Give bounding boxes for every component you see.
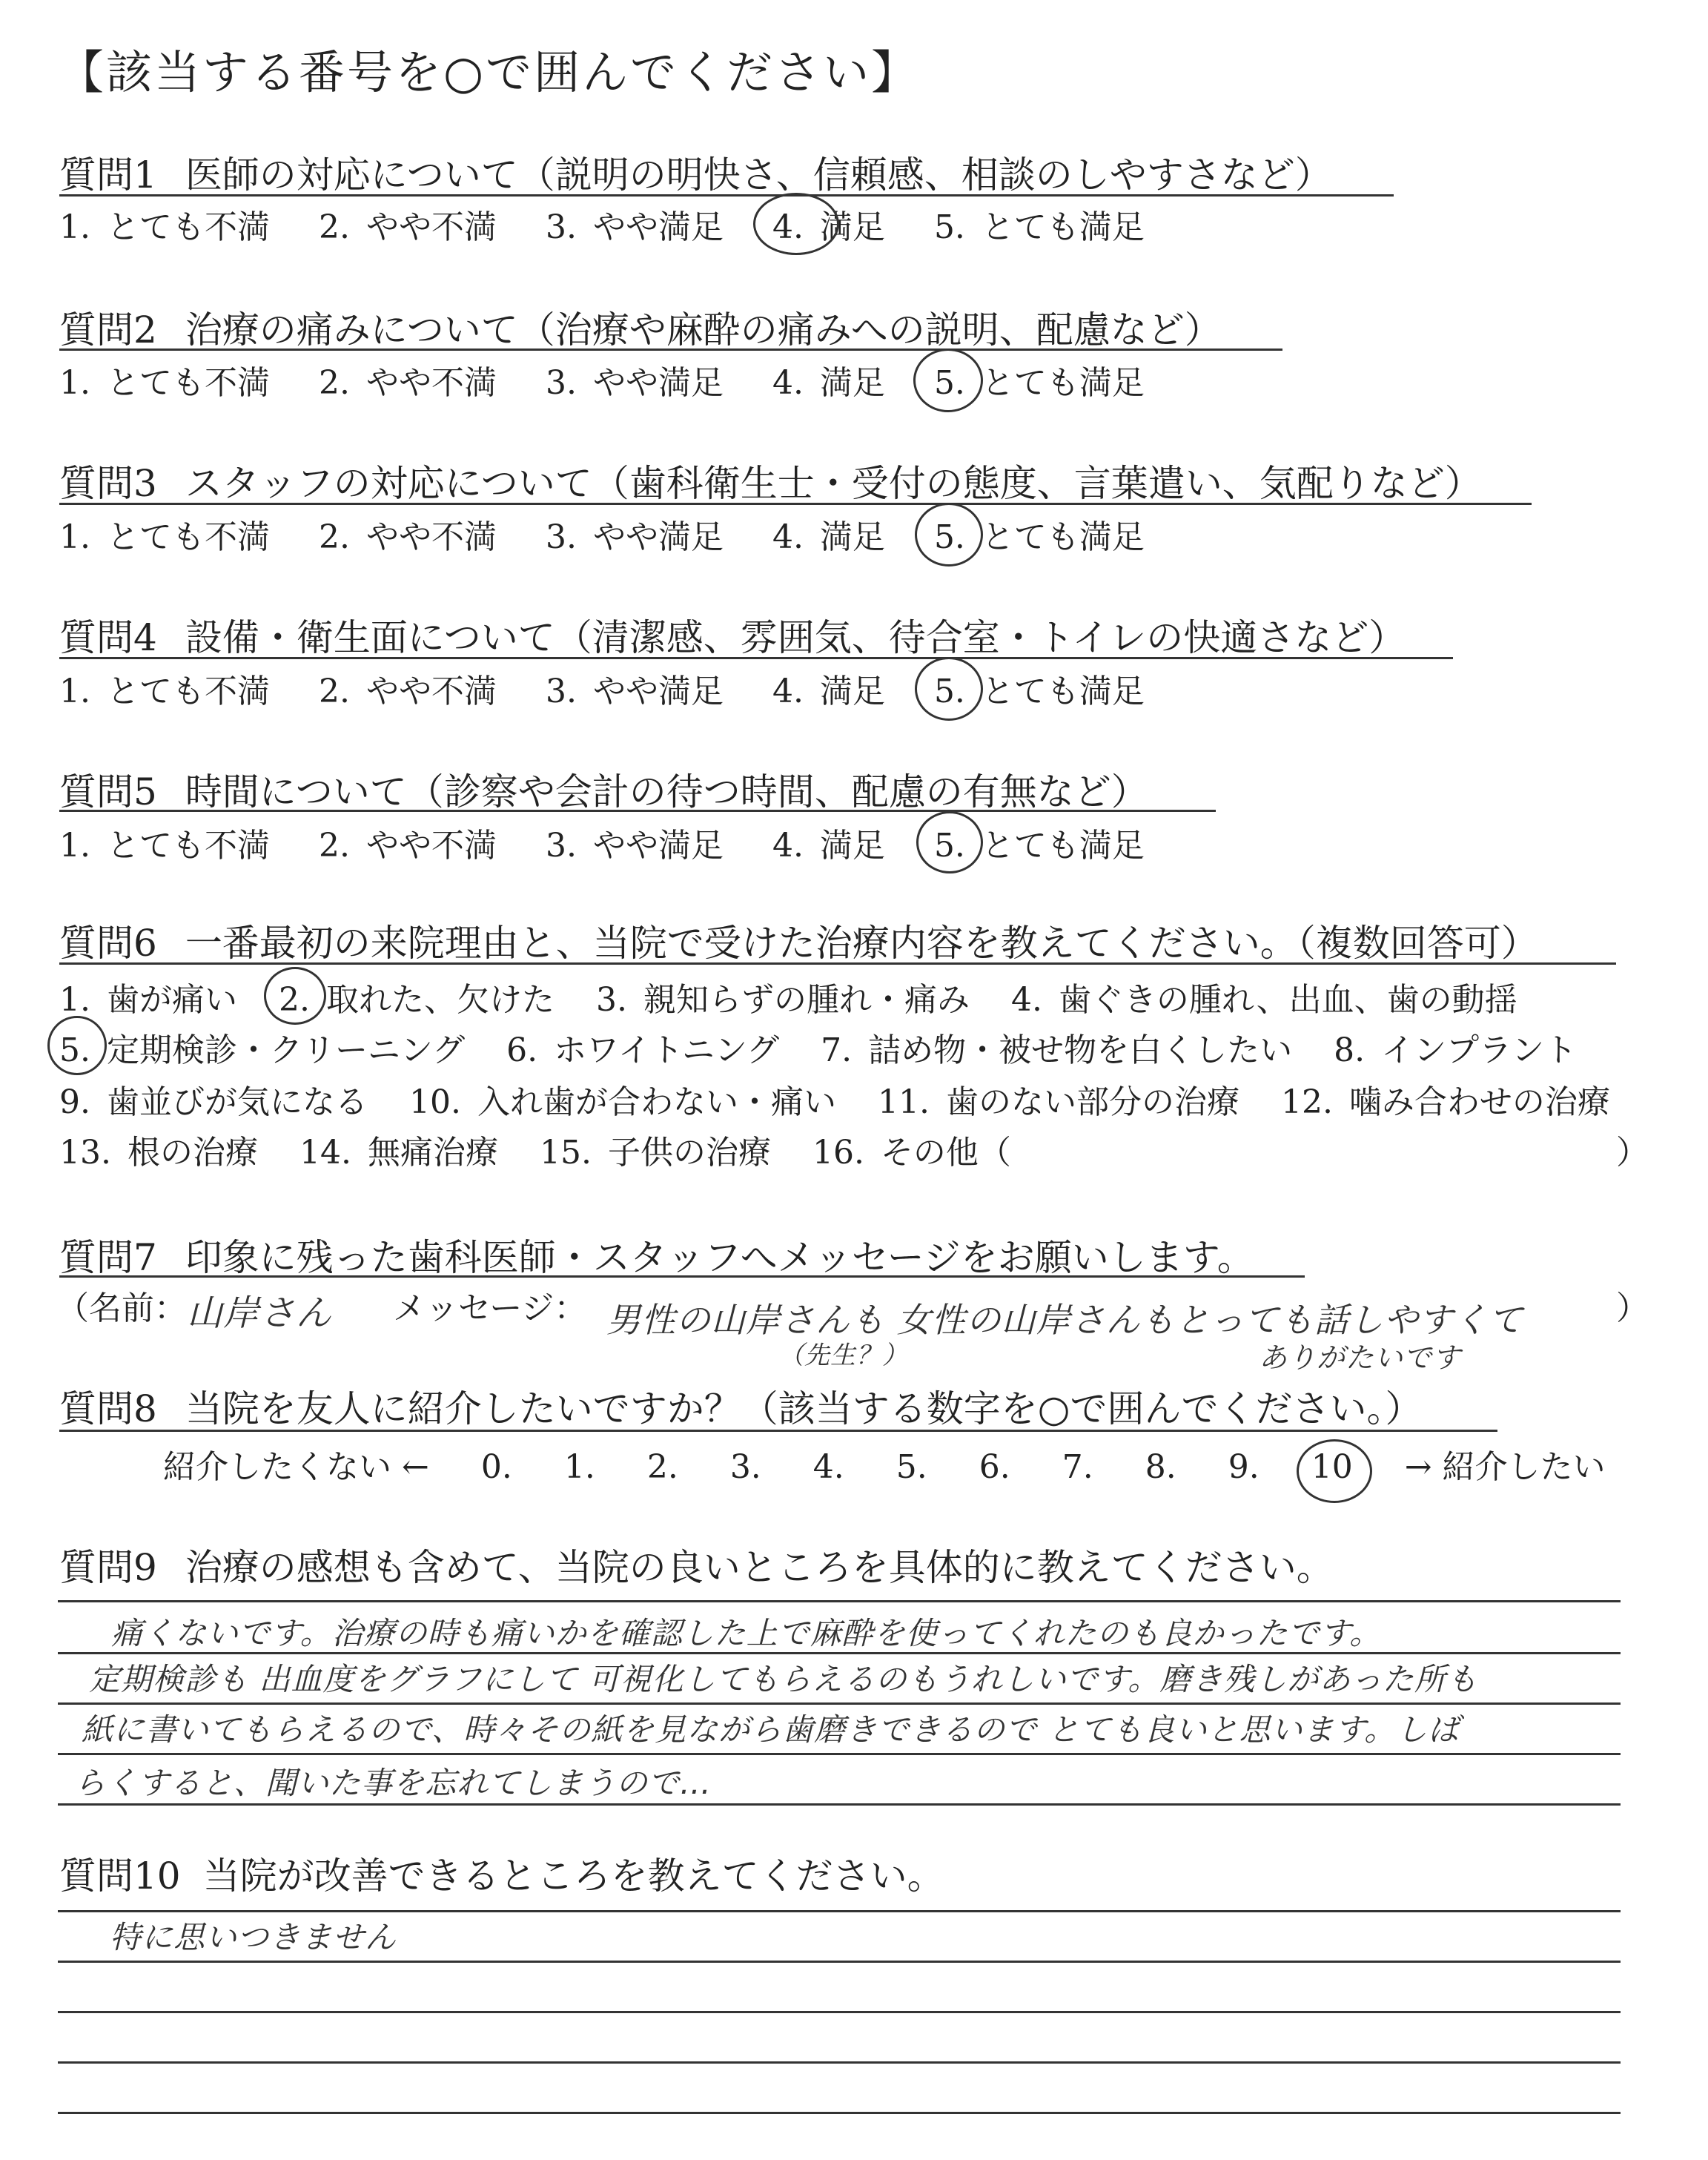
q6-option-2-number: 2.	[278, 981, 310, 1019]
q1-option-1[interactable]	[59, 200, 270, 248]
q8-value-9[interactable]: 9.	[1228, 1448, 1260, 1486]
q9-text: 治療の感想も含めて、当院の良いところを具体的に教えてください。	[185, 1546, 1334, 1589]
q1-option-5[interactable]	[934, 200, 1145, 248]
q5-number: 質問5	[59, 770, 157, 813]
q6-option-16[interactable]	[812, 1126, 1011, 1173]
q5-option-3-label: やや満足	[592, 827, 724, 865]
q6-option-3[interactable]	[596, 973, 970, 1020]
q8-value-0[interactable]: 0.	[480, 1448, 512, 1486]
q3-title	[59, 454, 1482, 507]
q4-option-1[interactable]	[59, 664, 270, 712]
q7-name-label: （名前：	[56, 1289, 187, 1327]
q10-text: 当院が改善できるところを教えてください。	[202, 1855, 944, 1898]
q6-option-7-number: 7.	[821, 1031, 853, 1069]
q4-option-3-label: やや満足	[592, 673, 724, 710]
q6-option-14-label: 無痛治療	[367, 1134, 498, 1172]
q1-underline	[59, 194, 1394, 196]
q6-number: 質問6	[59, 922, 157, 965]
q6-option-8-number: 8.	[1334, 1031, 1366, 1069]
q9-answer-line-3	[58, 1702, 1621, 1705]
q6-options-row-3	[59, 1075, 1641, 1123]
q3-option-5[interactable]	[934, 510, 1145, 558]
q4-number: 質問4	[59, 616, 157, 659]
q3-option-5-label: とても満足	[981, 518, 1145, 556]
q4-option-4-number: 4.	[772, 673, 804, 710]
q5-options	[59, 819, 1183, 866]
q3-option-1-label: とても不満	[106, 518, 270, 556]
q8-value-2[interactable]: 2.	[646, 1448, 678, 1486]
q3-option-5-number: 5.	[933, 518, 965, 556]
q6-option-6[interactable]	[506, 1023, 779, 1071]
q2-option-5[interactable]	[934, 356, 1145, 403]
q6-option-15-label: 子供の治療	[607, 1134, 771, 1172]
q1-option-1-label: とても不満	[106, 208, 270, 246]
q8-left-label: 紹介したくない ←	[163, 1448, 429, 1486]
q6-text: 一番最初の来院理由と、当院で受けた治療内容を教えてください。（複数回答可）	[185, 922, 1538, 965]
q4-options	[59, 664, 1183, 712]
q8-right-label: → 紹介したい	[1404, 1448, 1606, 1486]
q1-option-4-label: 満足	[819, 208, 885, 246]
q2-option-2-number: 2.	[318, 364, 350, 402]
q7-text: 印象に残った歯科医師・スタッフへメッセージをお願いします。	[185, 1236, 1254, 1279]
q1-number: 質問1	[59, 153, 157, 196]
q9-answer-line-4	[58, 1753, 1621, 1755]
q5-option-4[interactable]	[772, 819, 885, 866]
q1-option-1-number: 1.	[59, 208, 90, 246]
q2-option-4-label: 満足	[819, 364, 885, 402]
q6-underline	[59, 962, 1616, 965]
q3-underline	[59, 503, 1532, 505]
q10-answer-line-5	[58, 2112, 1621, 2114]
q3-option-1-number: 1.	[59, 518, 90, 556]
q4-option-1-label: とても不満	[106, 673, 270, 710]
q3-number: 質問3	[59, 462, 157, 505]
q6-option-13[interactable]	[59, 1126, 258, 1173]
q6-option-5-label: 定期検診・クリーニング	[106, 1031, 466, 1069]
q6-option-10[interactable]	[409, 1075, 836, 1123]
q5-option-1-label: とても不満	[106, 827, 270, 865]
q6-option-6-number: 6.	[506, 1031, 538, 1069]
q2-option-1-label: とても不満	[106, 364, 270, 402]
q4-text: 設備・衛生面について（清潔感、雰囲気、待合室・トイレの快適さなど）	[185, 616, 1406, 659]
q5-option-5[interactable]	[934, 819, 1145, 866]
q4-option-5[interactable]	[934, 664, 1145, 712]
q7-message-label: メッセージ：	[393, 1289, 587, 1327]
q10-answer-line-3	[58, 2011, 1621, 2013]
q5-option-3-number: 3.	[545, 827, 577, 865]
q6-option-8-label: インプラント	[1381, 1031, 1578, 1069]
q4-option-5-number: 5.	[933, 673, 965, 710]
q7-underline	[59, 1275, 1305, 1278]
q6-option-5[interactable]	[59, 1023, 465, 1071]
q8-value-6[interactable]: 6.	[979, 1448, 1010, 1486]
q6-option-15-number: 15.	[539, 1134, 592, 1172]
q7-message-note: （先生？）	[778, 1341, 908, 1370]
q9-answer-line-5	[58, 1803, 1621, 1806]
q1-options	[59, 200, 1183, 248]
q6-option-2-label: 取れた、欠けた	[325, 981, 555, 1019]
q6-option-14[interactable]	[299, 1126, 498, 1173]
q3-option-4-label: 満足	[819, 518, 885, 556]
q6-title	[59, 914, 1538, 967]
q6-option-13-number: 13.	[59, 1134, 111, 1172]
q1-title	[59, 145, 1332, 199]
q6-option-11-number: 11.	[877, 1083, 930, 1121]
q6-option-13-label: 根の治療	[127, 1134, 258, 1172]
q1-text: 医師の対応について（説明の明快さ、信頼感、相談のしやすさなど）	[185, 153, 1332, 196]
q2-option-1-number: 1.	[59, 364, 90, 402]
q1-option-3[interactable]	[546, 200, 724, 248]
q4-option-4-label: 満足	[819, 673, 885, 710]
q8-underline	[59, 1430, 1497, 1432]
q3-option-3-number: 3.	[545, 518, 577, 556]
q8-value-4[interactable]: 4.	[812, 1448, 844, 1486]
q9-number: 質問9	[59, 1546, 157, 1589]
q7-close-paren: ）	[1616, 1289, 1649, 1327]
q1-option-3-number: 3.	[545, 208, 577, 246]
q5-option-5-number: 5.	[933, 827, 965, 865]
q2-option-3[interactable]	[546, 356, 724, 403]
q6-option-14-number: 14.	[299, 1134, 351, 1172]
q5-option-1-number: 1.	[59, 827, 90, 865]
q8-scale	[163, 1440, 1606, 1487]
q6-option-15[interactable]	[540, 1126, 771, 1173]
q10-title	[59, 1846, 944, 1900]
q7-title	[59, 1228, 1254, 1281]
q6-option-11-label: 歯のない部分の治療	[945, 1083, 1239, 1121]
page-heading: 【該当する番号を○で囲んでください】	[58, 45, 920, 99]
q3-option-2-number: 2.	[318, 518, 350, 556]
q6-option-16-number: 16.	[812, 1134, 864, 1172]
q6-option-9[interactable]	[59, 1075, 368, 1123]
q2-title	[59, 300, 1222, 354]
q6-option-11[interactable]	[878, 1075, 1239, 1123]
q6-option-9-number: 9.	[59, 1083, 90, 1121]
q5-text: 時間について（診察や会計の待つ時間、配慮の有無など）	[185, 770, 1148, 813]
q3-option-2-label: やや不満	[365, 518, 497, 556]
q3-options	[59, 510, 1183, 558]
q2-option-4[interactable]	[772, 356, 885, 403]
q2-text: 治療の痛みについて（治療や麻酔の痛みへの説明、配慮など）	[185, 308, 1222, 351]
q8-text: 当院を友人に紹介したいですか？（該当する数字を○で囲んでください。）	[185, 1387, 1423, 1430]
q7-name-value[interactable]: 山岸さん	[187, 1292, 333, 1334]
q6-option-10-number: 10.	[408, 1083, 461, 1121]
q2-option-5-label: とても満足	[981, 364, 1145, 402]
q10-answer-text[interactable]: 特に思いつきません	[110, 1919, 397, 1955]
q6-options-row-1	[59, 973, 1549, 1020]
q3-option-3[interactable]	[546, 510, 724, 558]
q6-option-3-number: 3.	[595, 981, 627, 1019]
q9-answer-line-2	[58, 1652, 1621, 1654]
q6-option-1-number: 1.	[59, 981, 90, 1019]
q9-answer-text-2[interactable]: 定期検診も 出血度をグラフにして 可視化してもらえるのもうれしいです。磨き残しがあった所も	[89, 1661, 1478, 1697]
q5-option-3[interactable]	[546, 819, 724, 866]
q5-option-2-label: やや不満	[365, 827, 497, 865]
q3-option-1[interactable]	[59, 510, 270, 558]
q5-option-2[interactable]	[319, 819, 497, 866]
q6-option-6-label: ホワイトニング	[554, 1031, 780, 1069]
q6-option-4-number: 4.	[1010, 981, 1042, 1019]
q6-options-row-2	[59, 1023, 1608, 1071]
q5-option-5-label: とても満足	[981, 827, 1145, 865]
q6-option-3-label: 親知らずの腫れ・痛み	[643, 981, 970, 1019]
q1-option-5-number: 5.	[933, 208, 965, 246]
q1-option-2-number: 2.	[318, 208, 350, 246]
q8-value-7[interactable]: 7.	[1062, 1448, 1093, 1486]
q8-value-10-label: 10	[1311, 1448, 1353, 1486]
q6-close-paren: ）	[1616, 1134, 1649, 1172]
q6-option-1-label: 歯が痛い	[106, 981, 237, 1019]
q2-option-2-label: やや不満	[365, 364, 497, 402]
q3-text: スタッフの対応について（歯科衛生士・受付の態度、言葉遣い、気配りなど）	[185, 462, 1482, 505]
q6-option-7[interactable]	[821, 1023, 1292, 1071]
q6-option-4-label: 歯ぐきの腫れ、出血、歯の動揺	[1058, 981, 1517, 1019]
q7-message-line-2: ありがたいです	[1259, 1341, 1462, 1374]
q3-option-3-label: やや満足	[592, 518, 724, 556]
q6-option-10-label: 入れ歯が合わない・痛い	[477, 1083, 836, 1121]
q7-number: 質問7	[59, 1236, 157, 1279]
q4-option-2[interactable]	[319, 664, 497, 712]
q3-option-4[interactable]	[772, 510, 885, 558]
q4-title	[59, 608, 1406, 661]
q4-option-5-label: とても満足	[981, 673, 1145, 710]
q8-number: 質問8	[59, 1387, 157, 1430]
q2-underline	[59, 349, 1282, 351]
q4-option-4[interactable]	[772, 664, 885, 712]
q5-title	[59, 762, 1148, 816]
q6-option-5-number: 5.	[59, 1031, 90, 1069]
q1-option-4[interactable]	[772, 200, 885, 248]
q9-answer-line-1	[58, 1600, 1621, 1602]
q10-number: 質問10	[59, 1855, 181, 1898]
q6-option-1[interactable]	[59, 973, 237, 1020]
q6-option-4[interactable]	[1011, 973, 1517, 1020]
q2-option-4-number: 4.	[772, 364, 804, 402]
q5-option-1[interactable]	[59, 819, 270, 866]
q1-option-2-label: やや不満	[365, 208, 497, 246]
q6-option-12-label: 噛み合わせの治療	[1348, 1083, 1610, 1121]
q2-option-2[interactable]	[319, 356, 497, 403]
q10-answer-line-4	[58, 2061, 1621, 2064]
q5-option-2-number: 2.	[318, 827, 350, 865]
q10-answer-line-1	[58, 1910, 1621, 1912]
q6-option-9-label: 歯並びが気になる	[106, 1083, 368, 1121]
q9-title	[59, 1538, 1334, 1591]
q1-option-2[interactable]	[319, 200, 497, 248]
q9-answer-text-4[interactable]: らくすると、聞いた事を忘れてしまうので…	[74, 1765, 712, 1801]
q8-value-3[interactable]: 3.	[729, 1448, 761, 1486]
q1-option-3-label: やや満足	[592, 208, 724, 246]
q5-option-4-label: 満足	[819, 827, 885, 865]
q6-option-12[interactable]	[1281, 1075, 1610, 1123]
q2-option-3-label: やや満足	[592, 364, 724, 402]
q2-option-3-number: 3.	[545, 364, 577, 402]
q10-answer-line-2	[58, 1961, 1621, 1963]
q8-title	[59, 1379, 1422, 1433]
q7-message-line-1[interactable]: 男性の山岸さんも 女性の山岸さんもとっても話しやすくて	[606, 1300, 1523, 1340]
q5-option-4-number: 4.	[772, 827, 804, 865]
q6-option-8[interactable]	[1334, 1023, 1577, 1071]
q2-number: 質問2	[59, 308, 157, 351]
q4-option-2-number: 2.	[318, 673, 350, 710]
q9-answer-text-1[interactable]: 痛くないです。治療の時も痛いかを確認した上で麻酔を使ってくれたのも良かったです。	[111, 1615, 1382, 1651]
q8-value-1[interactable]: 1.	[563, 1448, 595, 1486]
q5-underline	[59, 810, 1216, 812]
q9-answer-text-3[interactable]: 紙に書いてもらえるので、時々その紙を見ながら歯磨きできるので とても良いと思います。しば	[82, 1711, 1460, 1748]
q6-options-row-4	[59, 1126, 1042, 1173]
q8-value-10[interactable]	[1311, 1448, 1353, 1486]
q1-option-5-label: とても満足	[981, 208, 1145, 246]
q4-option-2-label: やや不満	[365, 673, 497, 710]
q4-underline	[59, 657, 1453, 659]
q8-value-8[interactable]: 8.	[1145, 1448, 1176, 1486]
q8-value-5[interactable]: 5.	[896, 1448, 927, 1486]
q6-option-2[interactable]	[279, 973, 555, 1020]
q2-options	[59, 356, 1183, 403]
q3-option-2[interactable]	[319, 510, 497, 558]
q4-option-1-number: 1.	[59, 673, 90, 710]
q6-option-7-label: 詰め物・被せ物を白くしたい	[868, 1031, 1293, 1069]
q1-option-4-number: 4.	[772, 208, 804, 246]
q4-option-3-number: 3.	[545, 673, 577, 710]
q3-option-4-number: 4.	[772, 518, 804, 556]
q2-option-5-number: 5.	[933, 364, 965, 402]
q4-option-3[interactable]	[546, 664, 724, 712]
q6-option-16-label: その他（	[880, 1134, 1011, 1172]
q6-option-12-number: 12.	[1280, 1083, 1333, 1121]
q2-option-1[interactable]	[59, 356, 270, 403]
